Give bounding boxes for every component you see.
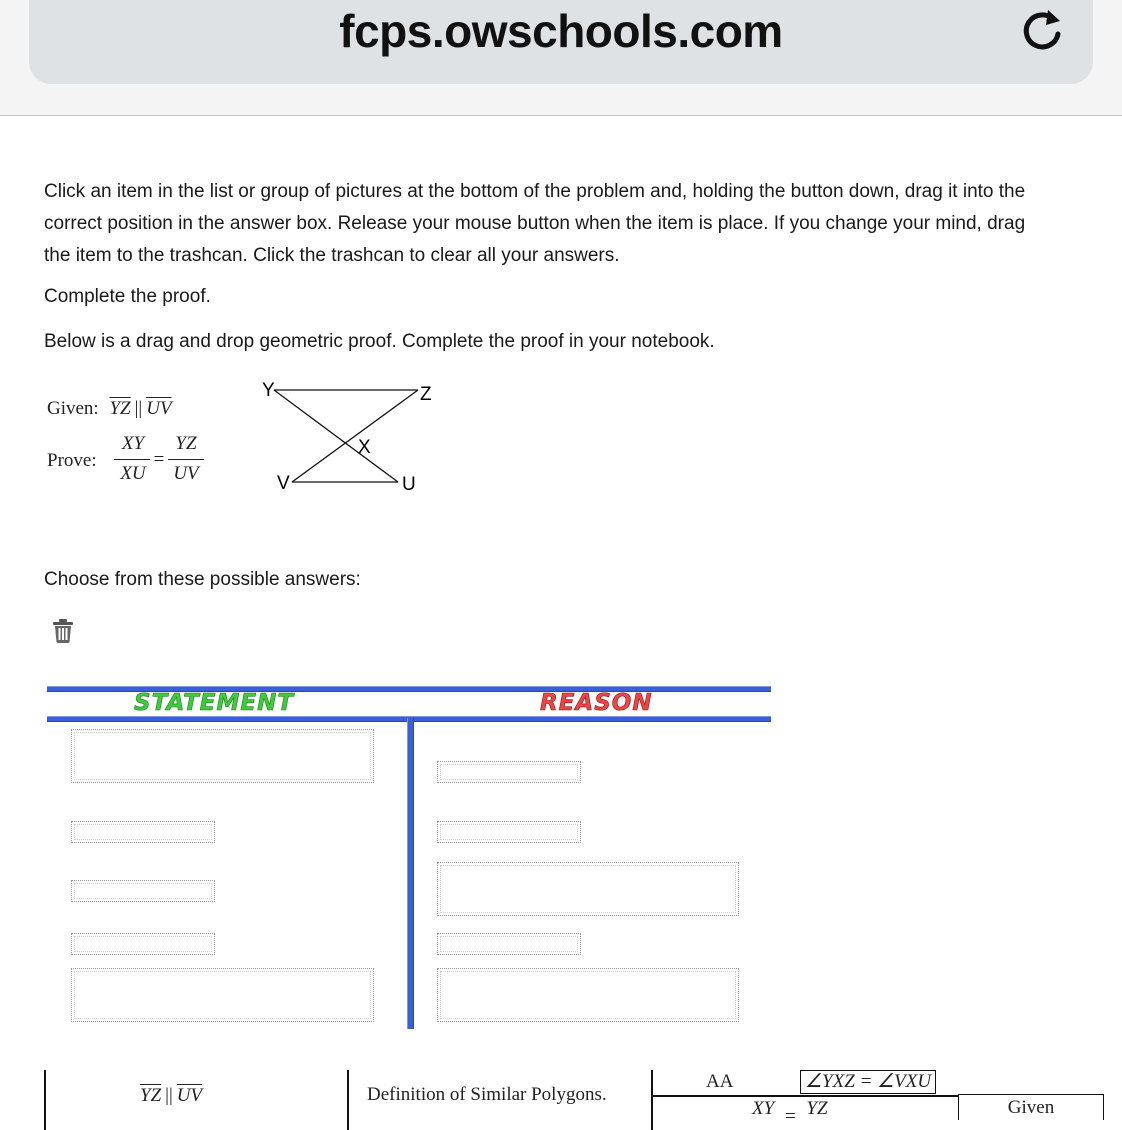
bank-separator-1 <box>44 1070 46 1130</box>
statement-slot-4[interactable] <box>71 933 215 955</box>
statement-slot-3[interactable] <box>71 880 215 902</box>
reason-slot-4[interactable] <box>437 933 581 955</box>
prove-label: Prove: <box>47 450 97 471</box>
bank-parallel: || <box>165 1085 173 1106</box>
bank-separator-3 <box>651 1070 653 1130</box>
reload-icon[interactable] <box>1014 4 1070 60</box>
given-seg2: $\overline{UV}$ <box>146 398 172 419</box>
prove-den2: UV <box>173 463 199 484</box>
prove-equals: = <box>153 449 165 470</box>
trash-icon[interactable] <box>52 618 74 644</box>
statement-slot-2[interactable] <box>71 821 215 843</box>
bank-separator-2 <box>347 1070 349 1130</box>
instructions-line-2: correct position in the answer box. Release your mouse button when the item is place. If you change your mind, drag <box>44 213 1026 234</box>
instructions-line-3: the item to the trashcan. Click the trashcan to clear all your answers. <box>44 245 620 266</box>
reason-slot-2[interactable] <box>437 821 581 843</box>
task-text: Complete the proof. <box>44 286 211 307</box>
prove-num1: XY <box>121 433 145 454</box>
table-divider <box>407 718 414 1029</box>
instructions-line-1: Click an item in the list or group of pictures at the bottom of the problem and, holding the button down, drag it into the <box>44 181 1026 202</box>
bank-seg1: $\overline{YZ}$ <box>140 1085 162 1106</box>
bank-ratio-num2: YZ <box>806 1098 828 1119</box>
reason-slot-5[interactable] <box>437 968 739 1022</box>
prove-num2: YZ <box>175 433 197 454</box>
bank-seg2: $\overline{UV}$ <box>176 1085 203 1106</box>
answer-item-given[interactable]: Given <box>958 1094 1104 1120</box>
vertex-z: Z <box>420 384 432 405</box>
statement-slot-1[interactable] <box>71 729 374 783</box>
given-label: Given: <box>47 398 99 419</box>
segment-zv <box>292 390 418 482</box>
reason-slot-3[interactable] <box>437 862 739 916</box>
url-text[interactable]: fcps.owschools.com <box>339 5 783 57</box>
answer-item-aa[interactable]: AA <box>706 1071 734 1092</box>
bank-rule <box>652 1095 959 1097</box>
vertex-x: X <box>358 437 371 458</box>
prove-fraction-bar-1 <box>114 459 150 460</box>
browser-toolbar <box>0 0 1122 116</box>
statement-slot-5[interactable] <box>71 968 374 1022</box>
vertex-u: U <box>402 474 416 495</box>
answer-item-ratio[interactable] <box>752 1098 828 1127</box>
vertex-v: V <box>277 473 290 494</box>
choose-label: Choose from these possible answers: <box>44 569 361 590</box>
reason-header: REASON <box>540 690 653 716</box>
prove-den1: XU <box>120 463 146 484</box>
subtask-text: Below is a drag and drop geometric proof. Complete the proof in your notebook. <box>44 331 715 352</box>
bank-ratio-eq: = <box>784 1106 796 1127</box>
given-statement <box>47 398 172 420</box>
prove-statement <box>47 450 97 472</box>
answer-item-similar-polygons[interactable]: Definition of Similar Polygons. <box>367 1084 607 1105</box>
answer-item-angle[interactable]: ∠YXZ = ∠VXU <box>800 1070 936 1094</box>
vertex-y: Y <box>262 380 275 401</box>
prove-fraction-bar-2 <box>168 459 204 460</box>
given-seg1: $\overline{YZ}$ <box>109 398 131 419</box>
reason-slot-1[interactable] <box>437 761 581 783</box>
instructions <box>44 176 1122 272</box>
given-parallel: || <box>134 398 143 419</box>
triangle-diagram <box>258 376 448 496</box>
bank-ratio-num1: XY <box>752 1098 775 1119</box>
segment-yu <box>274 390 398 482</box>
answer-item-parallel[interactable] <box>140 1085 202 1107</box>
statement-header: STATEMENT <box>134 690 295 716</box>
